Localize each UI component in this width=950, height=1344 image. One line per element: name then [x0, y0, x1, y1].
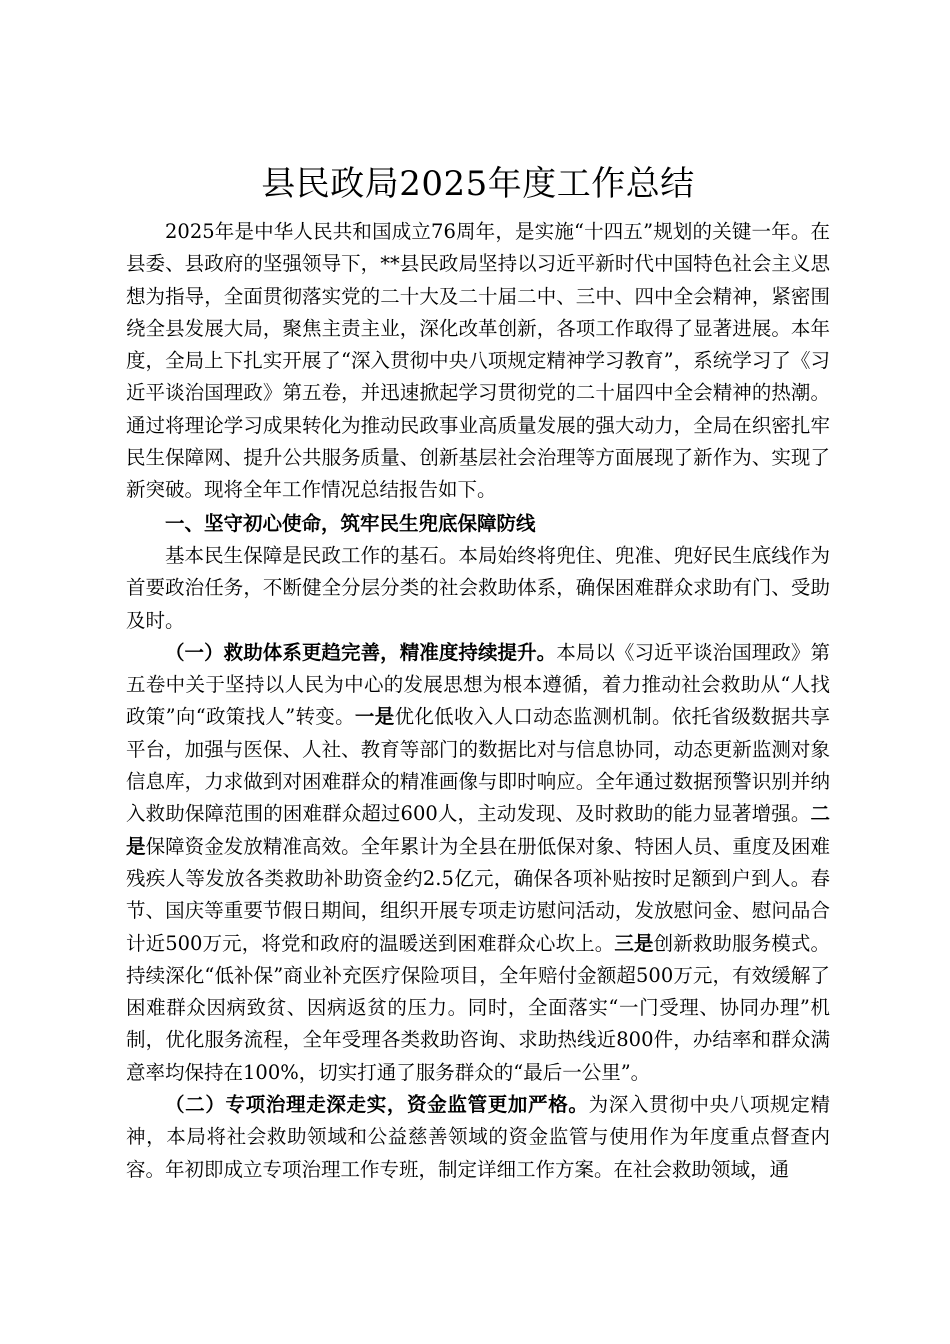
subsection-1-paragraph — [126, 637, 830, 1089]
document-title: 县民政局2025年度工作总结 — [261, 164, 695, 204]
point-2-text: 保障资金发放精准高效。全年累计为全县在册低保对象、特困人员、重度及困难残疾人等发放各类救助补助资金约2.5亿元，确保各项补贴按时足额到户到人。春节、国庆等重要节假日期间，组织开展专项走访慰问活动，发放慰问金、慰问品合计近500万元，将党和政府的温暖送到困难群众心坎上。 — [126, 834, 830, 955]
subsection-2-title: （二）专项治理走深走实，资金监管更加严格。 — [165, 1093, 589, 1117]
subsection-1-text: 本局以《习近平谈治国理政》第五卷中关于坚持以人民为中心的发展思想为根本遵循，着力推动社会救助从“人找政策”向“政策找人”转变。 — [126, 640, 830, 729]
section-intro-paragraph: 基本民生保障是民政工作的基石。本局始终将兜住、兜准、兜好民生底线作为首要政治任务，不断健全分层分类的社会救助体系，确保困难群众求助有门、受助及时。 — [126, 543, 830, 632]
point-1-lead: 一是 — [354, 705, 395, 729]
section-heading: 一、坚守初心使命，筑牢民生兜底保障防线 — [165, 511, 536, 535]
point-3-text: 创新救助服务模式。持续深化“低补保”商业补充医疗保险项目，全年赔付金额超500万元，有效缓解了困难群众因病致贫、因病返贫的压力。同时，全面落实“一门受理、协同办理”机制，优化服务流程，全年受理各类救助咨询、求助热线近800件，办结率和群众满意率均保持在100%，切实打通了服务群众的“最后一公里”。 — [126, 931, 830, 1084]
point-3-lead: 三是 — [614, 931, 654, 955]
subsection-2-paragraph — [126, 1089, 830, 1186]
point-1-text: 优化低收入人口动态监测机制。依托省级数据共享平台，加强与医保、人社、教育等部门的数据比对与信息协同，动态更新监测对象信息库，力求做到对困难群众的精准画像与即时响应。全年通过数据预警识别并纳入救助保障范围的困难群众超过600人，主动发现、及时救助的能力显著增强。 — [126, 705, 830, 826]
point-2-lead: 二是 — [126, 802, 830, 858]
intro-paragraph: 2025年是中华人民共和国成立76周年，是实施“十四五”规划的关键一年。在县委、县政府的坚强领导下，**县民政局坚持以习近平新时代中国特色社会主义思想为指导，全面贯彻落实党的二十大及二十届二中、三中、四中全会精神，紧密围绕全县发展大局，聚焦主责主业，深化改革创新，各项工作取得了显著进展。本年度，全局上下扎实开展了“深入贯彻中央八项规定精神学习教育”，系统学习了《习近平谈治国理政》第五卷，并迅速掀起学习贯彻党的二十届四中全会精神的热潮。通过将理论学习成果转化为推动民政事业高质量发展的强大动力，全局在织密扎牢民生保障网、提升公共服务质量、创新基层社会治理等方面展现了新作为、实现了新突破。现将全年工作情况总结报告如下。 — [126, 220, 830, 502]
subsection-2-text: 为深入贯彻中央八项规定精神，本局将社会救助领域和公益慈善领域的资金监管与使用作为年度重点督查内容。年初即成立专项治理工作专班，制定详细工作方案。在社会救助领域，通 — [126, 1093, 830, 1181]
document-page — [126, 158, 830, 1186]
subsection-1-title: （一）救助体系更趋完善，精准度持续提升。 — [165, 640, 557, 664]
